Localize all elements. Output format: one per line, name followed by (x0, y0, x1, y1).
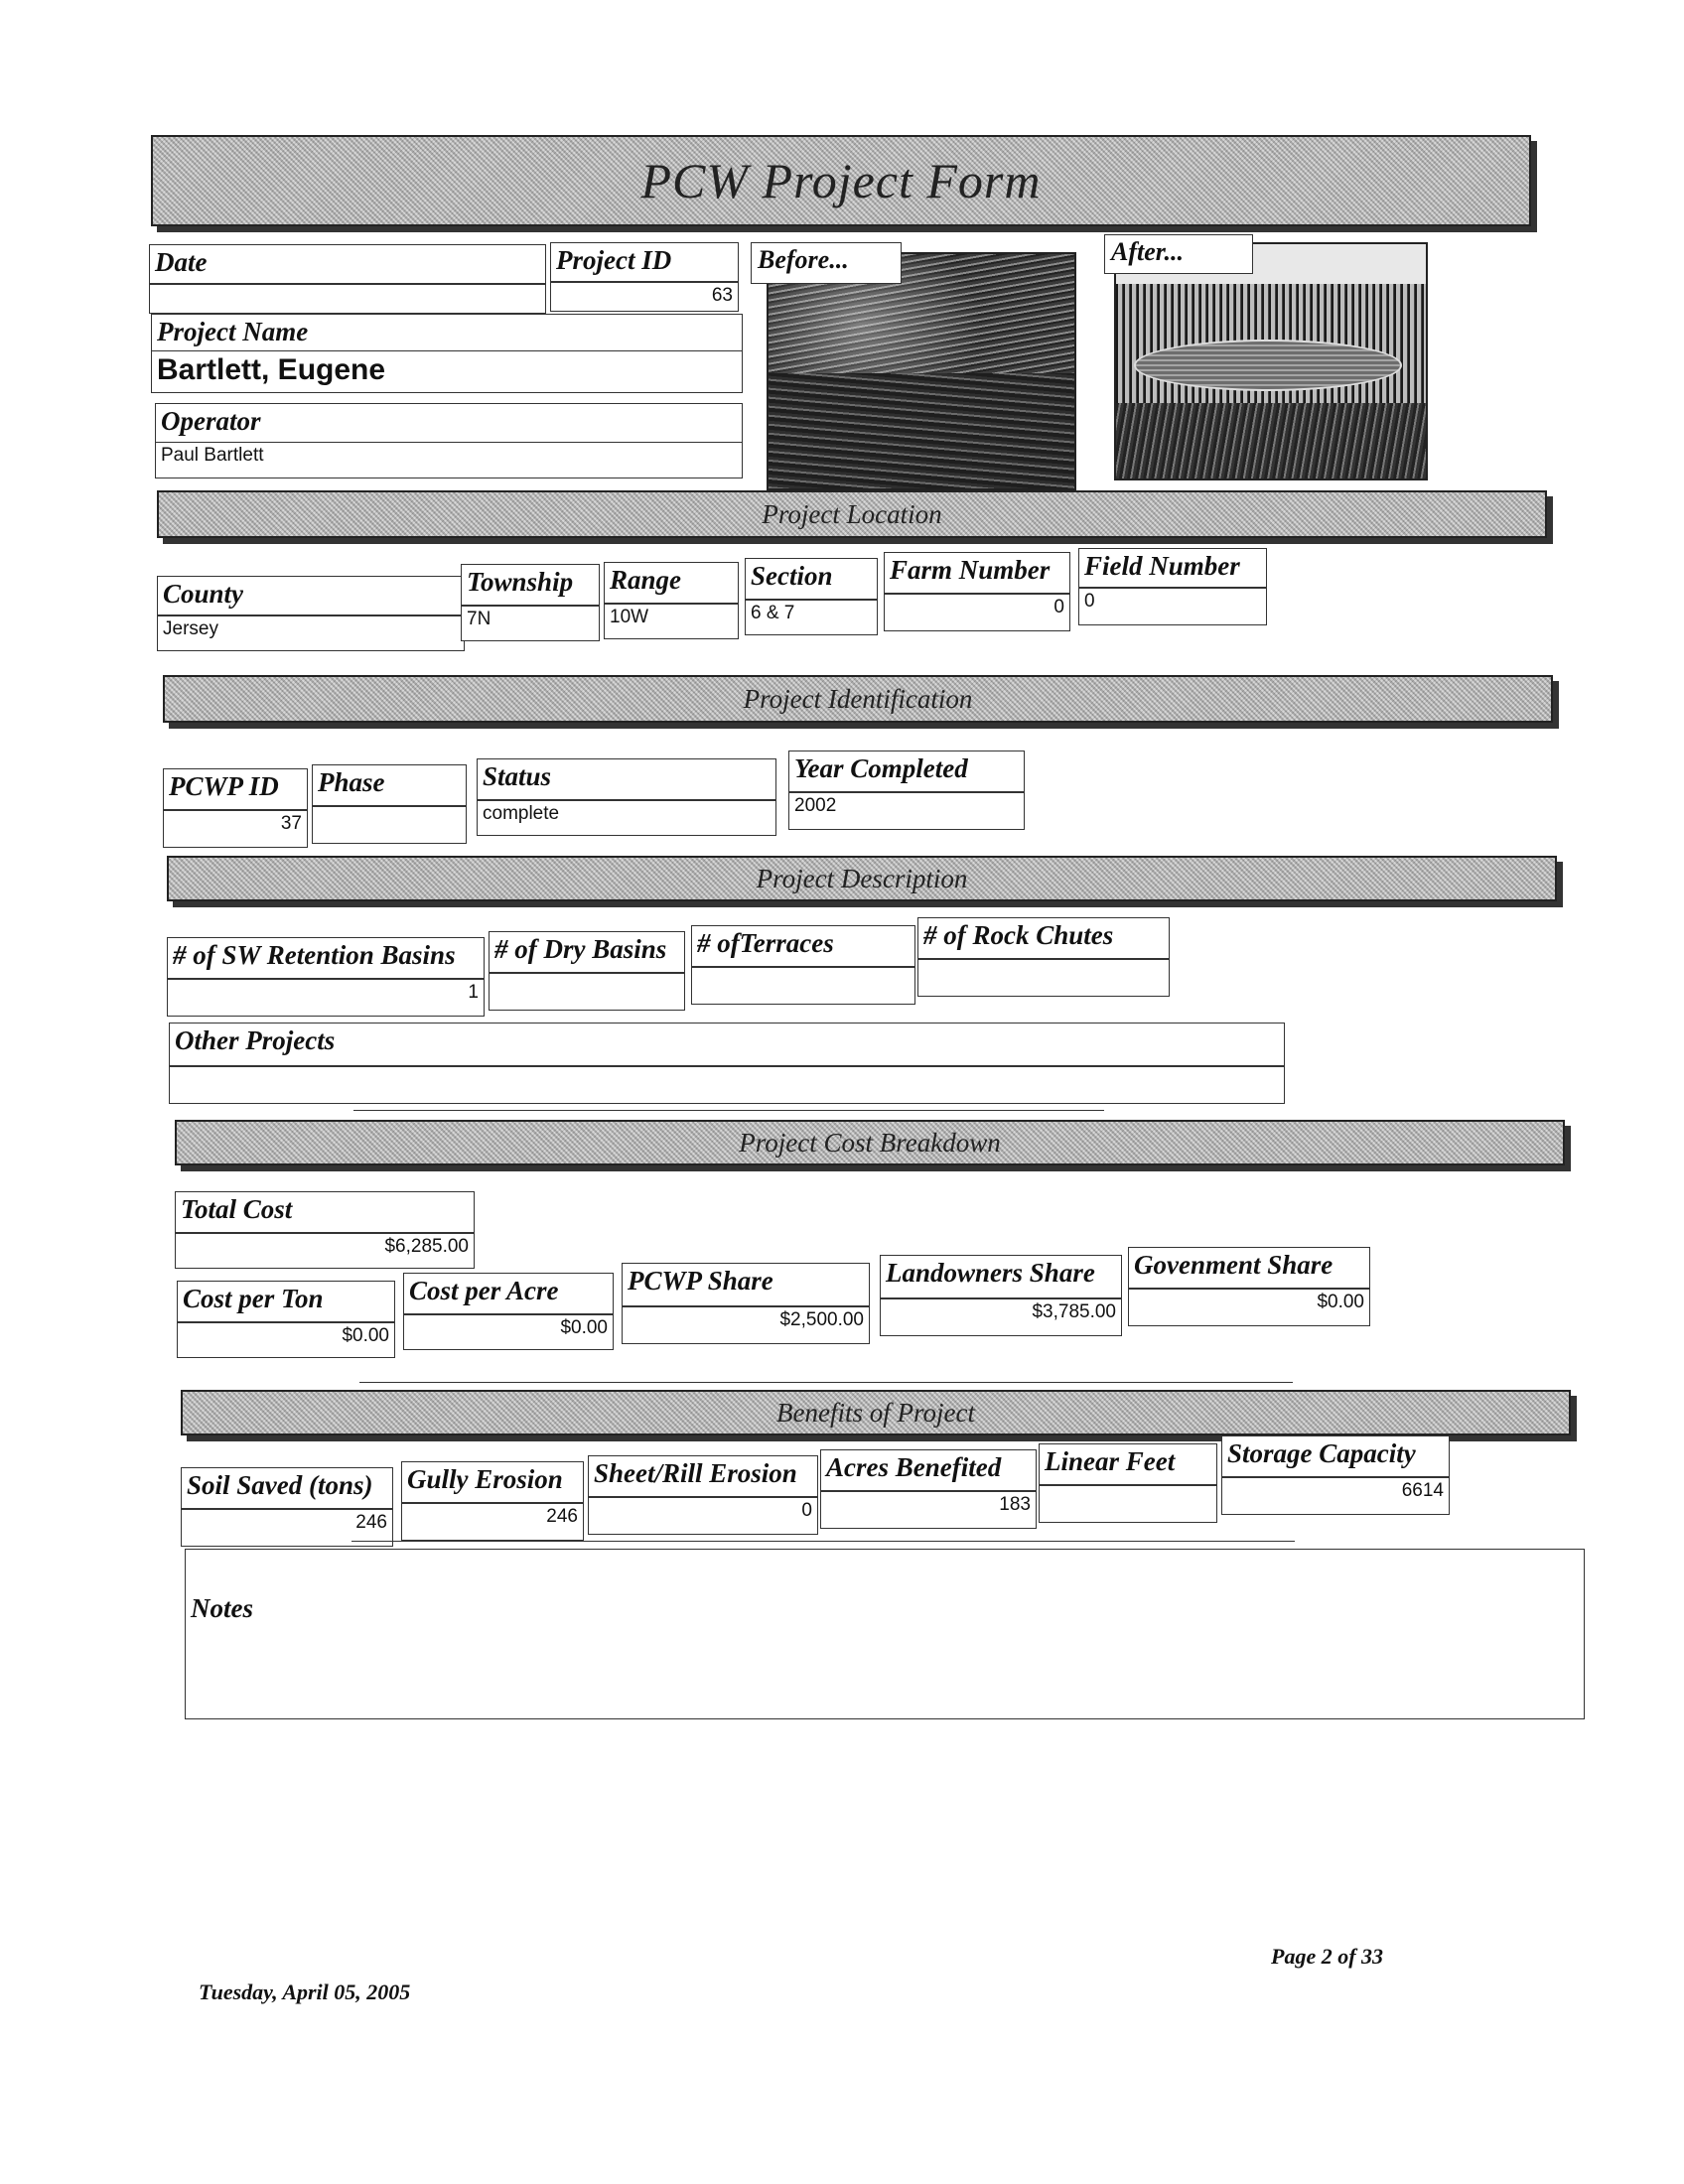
benefits-banner (181, 1390, 1571, 1435)
cost-per-acre-label: Cost per Acre (403, 1273, 614, 1314)
soil-saved-value: 246 (181, 1509, 393, 1547)
rock-chutes-label: # of Rock Chutes (917, 917, 1170, 959)
pcwp-share-field (622, 1263, 870, 1346)
phase-value (312, 806, 467, 844)
form-title: PCW Project Form (640, 153, 1042, 208)
government-share-field (1128, 1247, 1370, 1328)
description-banner (167, 856, 1557, 901)
cost-banner (175, 1120, 1565, 1165)
county-value: Jersey (157, 615, 465, 651)
phase-label: Phase (312, 764, 467, 806)
pcwp-share-label: PCWP Share (622, 1263, 870, 1306)
field-number-label: Field Number (1078, 548, 1267, 588)
divider-5 (359, 1382, 1293, 1383)
county-label: County (157, 576, 465, 615)
status-field (477, 758, 776, 838)
section-label: Section (745, 558, 878, 600)
footer-date: Tuesday, April 05, 2005 (199, 1979, 411, 2004)
storage-capacity-value: 6614 (1221, 1477, 1450, 1515)
township-field (461, 564, 600, 643)
other-projects-label: Other Projects (169, 1023, 1285, 1066)
operator-field (155, 403, 743, 478)
identification-banner (163, 675, 1553, 723)
gully-erosion-label: Gully Erosion (401, 1461, 584, 1503)
total-cost-label: Total Cost (175, 1191, 475, 1233)
field-number-value: 0 (1078, 588, 1267, 625)
field-number-field (1078, 548, 1267, 629)
after-photo (1114, 242, 1428, 480)
landowners-share-label: Landowners Share (880, 1255, 1122, 1298)
gully-erosion-value: 246 (401, 1503, 584, 1541)
government-share-label: Govenment Share (1128, 1247, 1370, 1289)
dry-basins-value (489, 973, 685, 1011)
project-id-value: 63 (550, 282, 739, 312)
linear-feet-field (1039, 1443, 1217, 1525)
county-field (157, 576, 465, 651)
status-label: Status (477, 758, 776, 800)
location-banner (157, 490, 1547, 538)
before-label: Before... (751, 242, 902, 284)
gully-erosion-field (401, 1461, 584, 1543)
government-share-value: $0.00 (1128, 1289, 1370, 1326)
form-title-banner (151, 135, 1531, 226)
date-field (149, 244, 546, 314)
farm-number-value: 0 (884, 594, 1070, 631)
divider-4 (353, 1110, 1104, 1111)
acres-benefited-field (820, 1449, 1037, 1531)
soil-saved-field (181, 1467, 393, 1549)
project-name-label: Project Name (151, 314, 743, 351)
linear-feet-value (1039, 1485, 1217, 1523)
dry-basins-label: # of Dry Basins (489, 931, 685, 973)
pcwp-share-value: $2,500.00 (622, 1306, 870, 1344)
sheet-rill-erosion-value: 0 (588, 1497, 818, 1535)
range-label: Range (604, 562, 739, 604)
sheet-rill-erosion-field (588, 1455, 818, 1537)
farm-number-field (884, 552, 1070, 633)
cost-per-ton-field (177, 1281, 395, 1360)
phase-field (312, 764, 467, 846)
township-label: Township (461, 564, 600, 606)
section-field (745, 558, 878, 637)
terraces-value (691, 967, 915, 1005)
sheet-rill-erosion-label: Sheet/Rill Erosion (588, 1455, 818, 1497)
after-photo-ground (1116, 403, 1428, 480)
landowners-share-field (880, 1255, 1122, 1338)
location-heading: Project Location (762, 498, 942, 529)
project-name-field (151, 314, 743, 393)
status-value: complete (477, 800, 776, 836)
other-projects-field (169, 1023, 1285, 1104)
date-label: Date (149, 244, 546, 284)
cost-per-ton-value: $0.00 (177, 1322, 395, 1358)
pcwp-id-label: PCWP ID (163, 768, 308, 810)
linear-feet-label: Linear Feet (1039, 1443, 1217, 1485)
terraces-field (691, 925, 915, 1007)
soil-saved-label: Soil Saved (tons) (181, 1467, 393, 1509)
project-name-value: Bartlett, Eugene (151, 351, 743, 393)
terraces-label: # ofTerraces (691, 925, 915, 967)
cost-heading: Project Cost Breakdown (739, 1127, 1001, 1158)
operator-label: Operator (155, 403, 743, 443)
after-photo-pond (1134, 340, 1402, 391)
landowners-share-value: $3,785.00 (880, 1298, 1122, 1336)
year-completed-value: 2002 (788, 792, 1025, 830)
dry-basins-field (489, 931, 685, 1013)
pcwp-id-value: 37 (163, 810, 308, 848)
total-cost-value: $6,285.00 (175, 1233, 475, 1269)
sw-retention-basins-field (167, 937, 485, 1019)
before-photo-water (769, 373, 1076, 490)
acres-benefited-value: 183 (820, 1491, 1037, 1529)
notes-value (189, 1632, 1579, 1711)
pcwp-id-field (163, 768, 308, 850)
before-photo (767, 252, 1076, 490)
notes-label: Notes (185, 1549, 1585, 1719)
range-value: 10W (604, 604, 739, 639)
notes-field (185, 1549, 1585, 1719)
description-heading: Project Description (756, 863, 968, 893)
identification-heading: Project Identification (743, 683, 973, 714)
sw-retention-basins-label: # of SW Retention Basins (167, 937, 485, 979)
storage-capacity-label: Storage Capacity (1221, 1435, 1450, 1477)
storage-capacity-field (1221, 1435, 1450, 1517)
operator-value: Paul Bartlett (155, 443, 743, 478)
benefits-heading: Benefits of Project (776, 1397, 975, 1428)
township-value: 7N (461, 606, 600, 641)
year-completed-field (788, 751, 1025, 832)
range-field (604, 562, 739, 641)
sw-retention-basins-value: 1 (167, 979, 485, 1017)
cost-per-acre-value: $0.00 (403, 1314, 614, 1350)
other-projects-value (169, 1066, 1285, 1104)
date-value (149, 284, 546, 314)
project-id-label: Project ID (550, 242, 739, 282)
cost-per-ton-label: Cost per Ton (177, 1281, 395, 1322)
rock-chutes-field (917, 917, 1170, 999)
year-completed-label: Year Completed (788, 751, 1025, 792)
project-id-field (550, 242, 739, 312)
cost-per-acre-field (403, 1273, 614, 1352)
rock-chutes-value (917, 959, 1170, 997)
total-cost-field (175, 1191, 475, 1271)
farm-number-label: Farm Number (884, 552, 1070, 594)
footer-page-number: Page 2 of 33 (1271, 1944, 1384, 1969)
divider-6 (351, 1541, 1295, 1542)
after-label: After... (1104, 234, 1253, 274)
section-value: 6 & 7 (745, 600, 878, 635)
acres-benefited-label: Acres Benefited (820, 1449, 1037, 1491)
